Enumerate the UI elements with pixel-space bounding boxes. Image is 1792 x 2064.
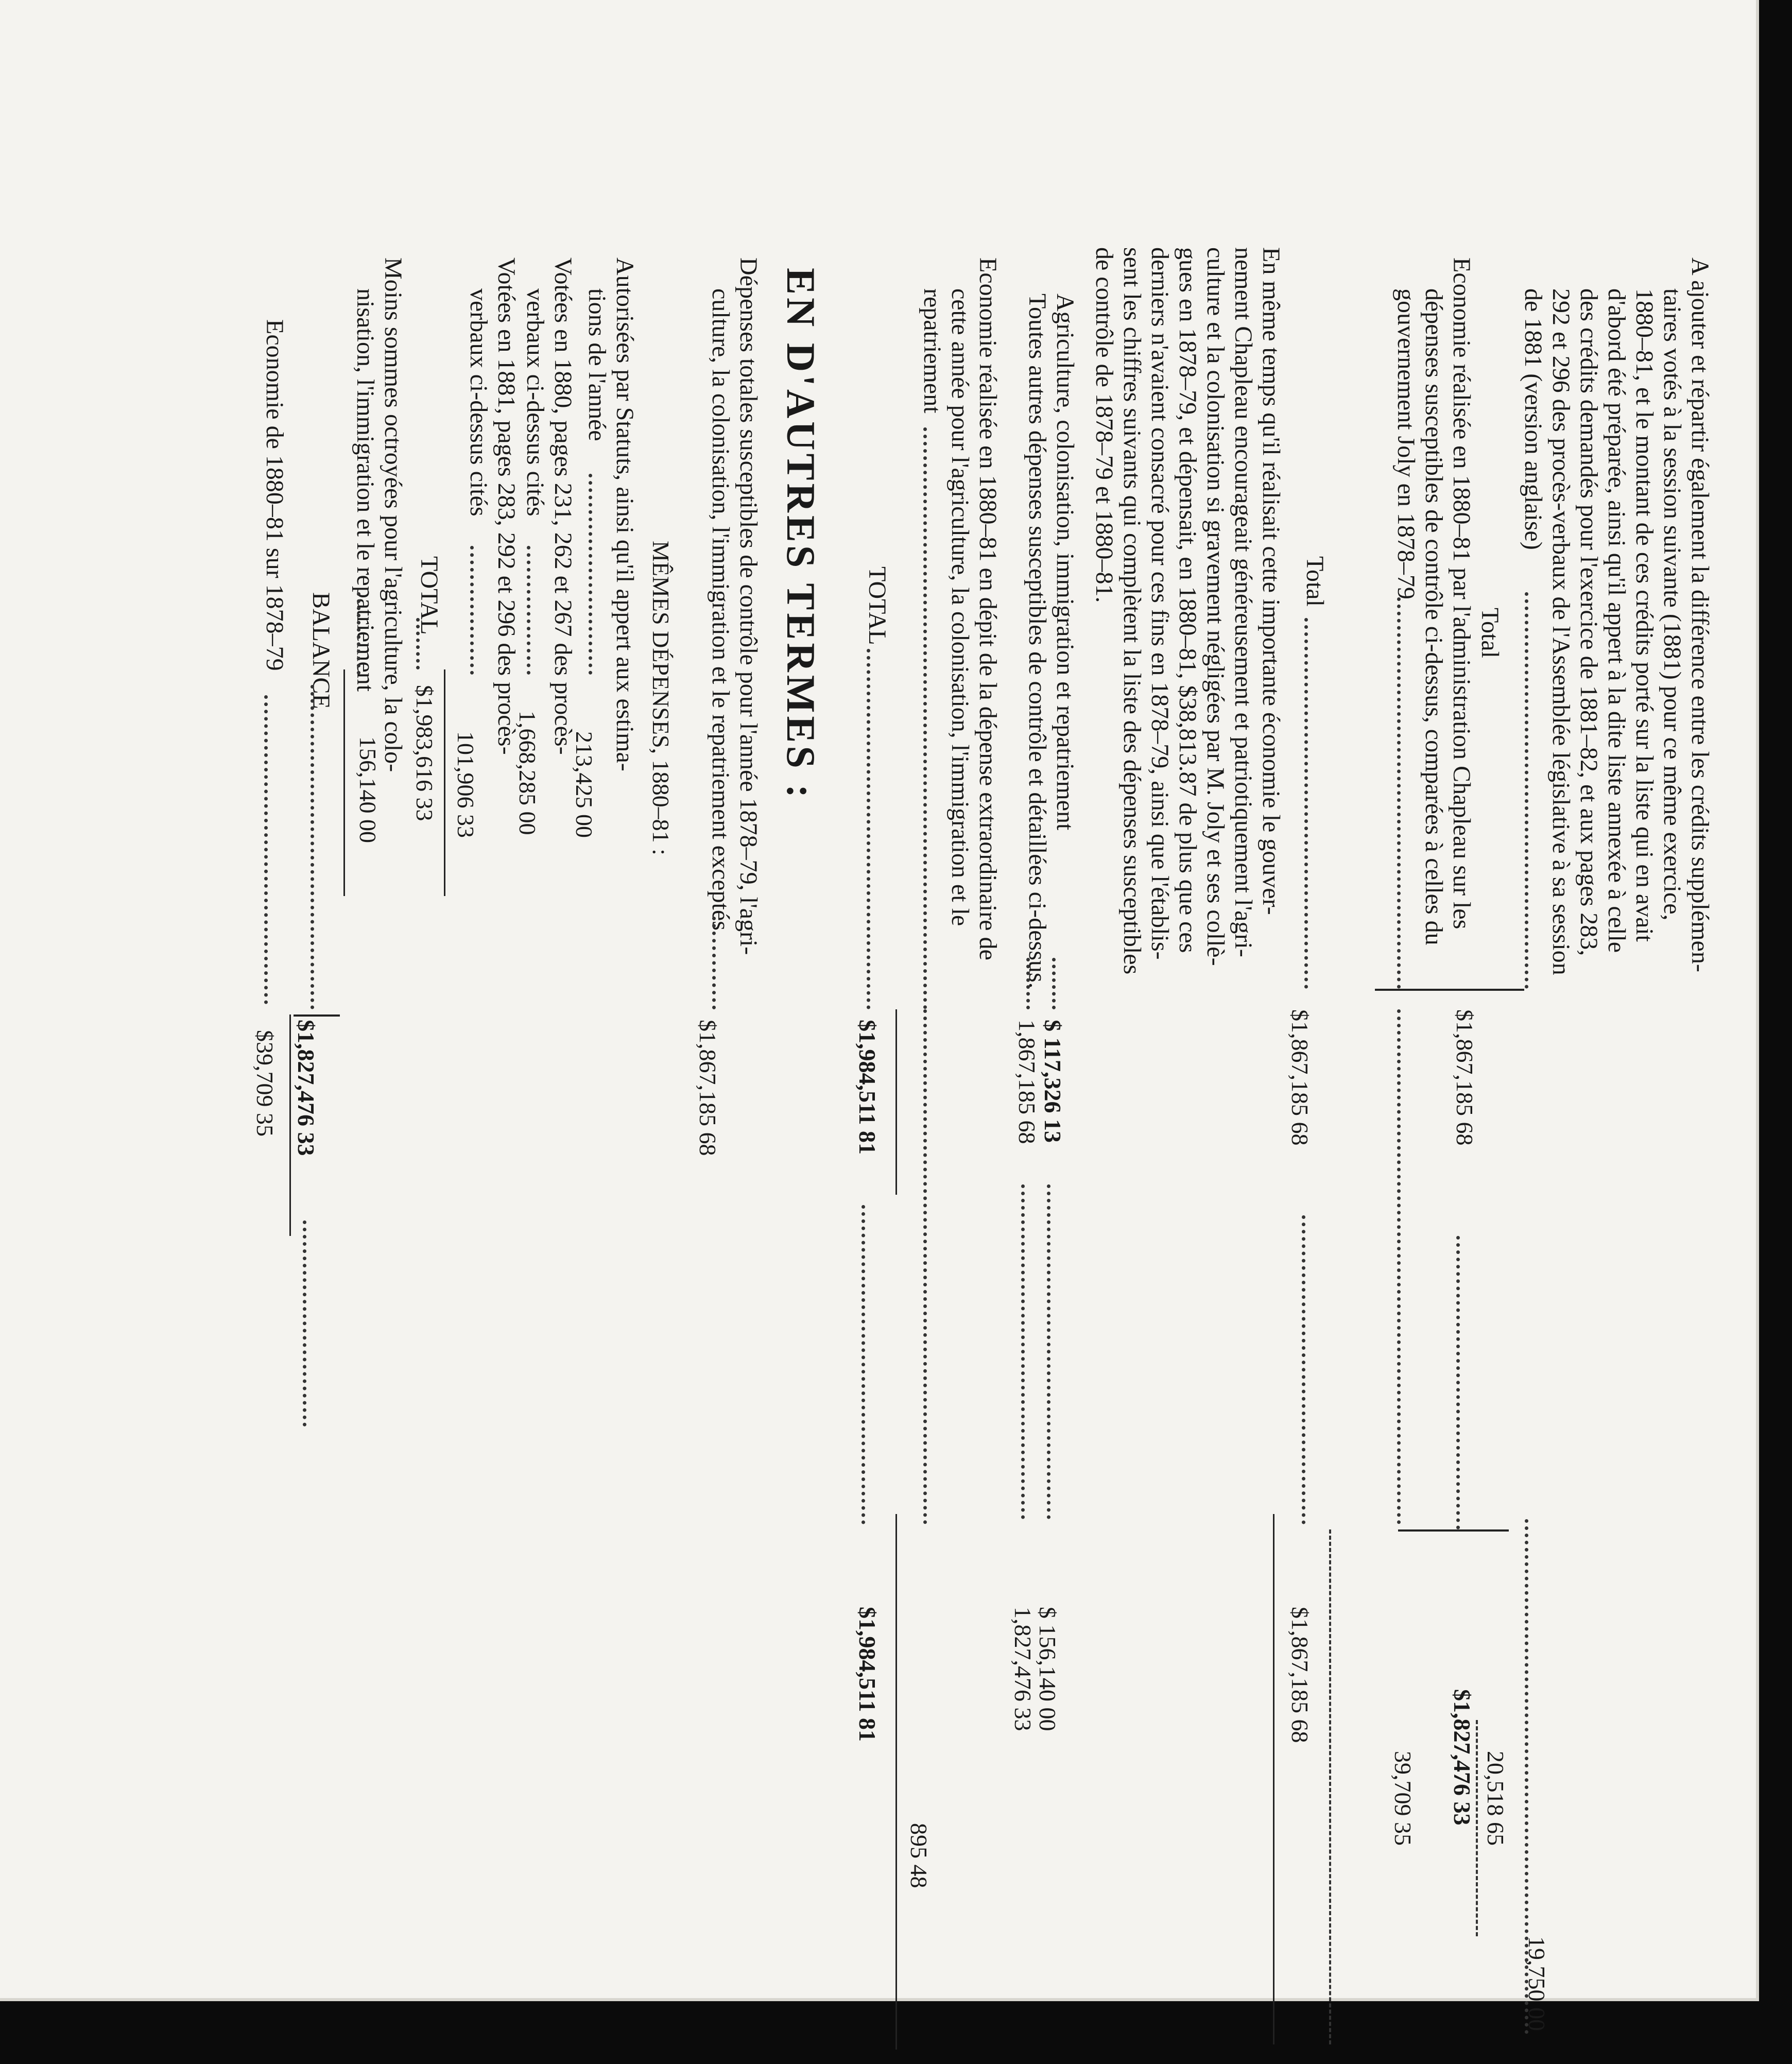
leader-dots [867,649,870,1009]
memes-heading: MÊMES DÉPENSES, 1880–81 : [648,541,674,855]
agri-total-label: TOTAL [864,566,891,645]
intro-line-1: A ajouter et répartir également la différence entre les crédits supplémen- [1686,257,1714,972]
rule [1273,1514,1274,2044]
para-line-4: gues en 1878–79, et dépensait, en 1880–81, $38,813.87 de plus que ces [1174,247,1201,953]
leader-dots [1456,1236,1460,1529]
para-line-1: En même temps qu'il réalisait cette importante économie le gouver- [1257,247,1285,915]
econ-line-1: Economie réalisée en 1880–81 par l'administration Chapleau sur les [1448,257,1475,930]
intro-line-5: des crédits demandés pour l'exercice de 1881–82, et aux pages 283, [1575,288,1603,956]
leader-dots [923,427,927,1009]
leader-dots [470,546,474,675]
moins-value: 156,140 00 [355,736,381,843]
leader-dots [1304,618,1308,989]
leader-dots [712,917,716,1009]
intro-line-2: taires votés à la session suivante (1881) pour ce même exercice, [1659,288,1686,921]
dep-line-1: Dépenses totales susceptibles de contrôle pour l'année 1878–79, l'agri- [735,257,762,955]
para-line-3: culture et la colonisation si gravement négligées par M. Joly et ses collè- [1202,247,1229,966]
intro-line-3: 1880–81, et le montant de ces crédits porté sur la liste qui en avait [1631,288,1658,942]
intro-value: 19,750 00 [1524,1936,1550,2031]
leader-dots [357,592,360,675]
vote81-value: 101,906 33 [453,731,479,838]
total2-mid-value: $1,867,185 68 [1287,1009,1313,1146]
econ-final-label: Economie de 1880–81 sur 1878–79 [261,319,288,671]
leader-dots [1397,597,1401,989]
econ-mid-value: $1,867,185 68 [1452,1009,1478,1146]
agri-row-2: Toutes autres dépenses susceptibles de contrôle et détaillées ci-dessus. [1024,294,1051,989]
sum-rule [1476,1720,1478,1936]
leader-dots [527,546,530,675]
leader-dots [264,695,268,1004]
vote81-line-1: Votées en 1881, pages 283, 292 et 296 des procès- [493,257,520,755]
agri-row-1: Agriculture, colonisation, immigration et repatriement [1052,294,1079,831]
agri-row-1-mid: $ 117,326 13 [1040,1020,1066,1143]
agri-row-2-mid: 1,867,185 68 [1014,1020,1040,1144]
leader-dots [1021,1184,1025,1519]
econ-line-3: gouvernement Joly en 1878–79 [1392,288,1420,599]
dep-line-2: culture, la colonisation, l'immigration et le repatriement exceptés [707,288,734,931]
vote80-value: 1,668,285 00 [514,711,541,835]
vote81-line-2: verbaux ci-dessus cités [465,288,492,517]
section-heading: EN D'AUTRES TERMES : [779,268,823,801]
econ2-line-2: cette année pour l'agriculture, la colonisation, l'immigration et le [946,288,974,926]
autres-total-label: TOTAL [416,556,443,635]
intro-line-6: 292 et 296 des procès-verbaux de l'Assemblée législative à sa session [1547,288,1575,975]
total-label: Total [1476,608,1504,658]
econ2-line-3: repatriement [919,288,946,414]
intro-line-4: d'abord été préparée, ainsi qu'il appert à la dite liste annexée à celle [1603,288,1630,953]
leader-dots [589,474,592,675]
rule [895,1514,897,2050]
agri-total-right: $1,984,511 81 [854,1607,881,1742]
auth-value: 213,425 00 [571,731,597,838]
para-line-5: derniers n'avaient consacré pour ces fins en 1878–79, ainsi que l'établis- [1146,247,1174,960]
column-rule [1375,989,1524,991]
agri-row-1-right: $ 156,140 00 [1035,1607,1061,1731]
autres-total-value: $1,983,616 33 [411,685,438,821]
auth-line-2: tions de l'année [583,288,611,441]
leader-dots [1397,1009,1401,1524]
rule [289,1014,291,1236]
rule [444,669,445,896]
intro-line-7: de 1881 (version anglaise) [1520,288,1547,550]
leader-dots [861,1205,865,1524]
leader-dots [1302,1215,1305,1524]
dep-value: $1,867,185 68 [695,1020,721,1156]
econ2-right: 895 48 [906,1823,932,1888]
rule [1329,1529,1331,2044]
leader-dots [1052,958,1056,1009]
rule [343,669,345,896]
econ-right-value: 39,709 35 [1390,1751,1416,1846]
para-line-2: nement Chapleau encourageait généreusement et patriotiquement l'agri- [1230,247,1257,957]
agri-row-2-right: 1,827,476 33 [1010,1607,1036,1731]
leader-dots [416,618,420,669]
econ-line-2: dépenses susceptibles de contrôle ci-dessus, comparées à celles du [1420,288,1448,945]
econ2-line-1: Economie réalisée en 1880–81 en dépit de la dépense extraordinaire de [974,257,1002,960]
moins-line-2: nisation, l'immigration et le repatriement [352,288,379,692]
leader-dots [1525,592,1528,989]
column-rule [294,1014,340,1017]
total-sum-value: $1,827,476 33 [1449,1689,1475,1826]
leader-dots [1026,958,1030,1009]
rule [895,1009,897,1195]
vote80-line-1: Votées en 1880, pages 231, 262 et 267 des procès- [549,257,577,755]
balance-value: $1,827,476 33 [293,1020,319,1156]
leader-dots [1047,1184,1050,1519]
leader-dots [923,1009,927,1524]
agri-total-mid: $1,984,511 81 [854,1020,881,1155]
vote80-line-2: verbaux ci-dessus cités [522,288,549,517]
total2-right-value: $1,867,185 68 [1287,1607,1313,1743]
moins-line-1: Moins sommes octroyées pour l'agriculture, la colo- [380,257,407,772]
leader-dots [303,1220,306,1426]
total2-label: Total [1301,556,1329,607]
column-rule [1398,1529,1509,1532]
para-line-7: de contrôle de 1878–79 et 1880–81. [1091,247,1118,603]
total-right-value: 20,518 65 [1483,1751,1509,1846]
leader-dots [311,685,314,1009]
econ-final-value: $39,709 35 [252,1030,278,1137]
auth-line-1: Autorisées par Statuts, ainsi qu'il appert aux estima- [611,257,639,771]
balance-label: BALANCE [307,592,335,709]
para-line-6: sent les chiffres suivants qui complètent la liste des dépenses susceptibles [1118,247,1146,975]
